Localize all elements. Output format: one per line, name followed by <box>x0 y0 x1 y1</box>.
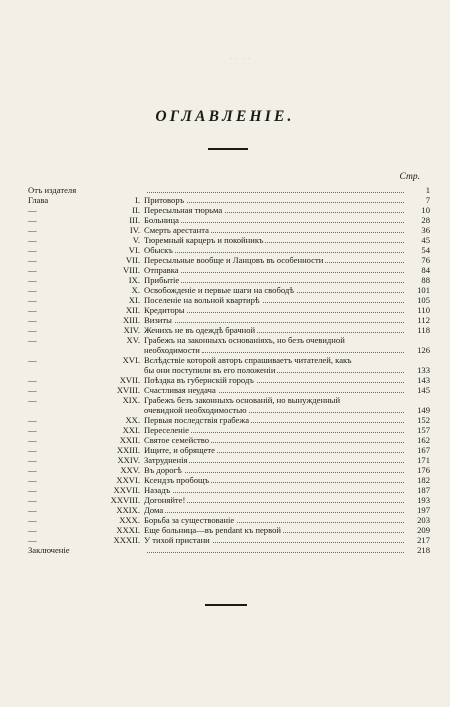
chapter-title <box>144 475 404 485</box>
chapter-numeral: VIII. <box>123 265 140 275</box>
footer-rule <box>205 604 247 606</box>
page-number: 54 <box>421 245 430 255</box>
chapter-numeral: XXIX. <box>116 505 140 515</box>
toc-entry-prefix: — <box>28 285 37 295</box>
chapter-title-text: Смерть арестанта <box>144 225 209 235</box>
page-number: 149 <box>417 405 430 415</box>
chapter-title <box>144 455 404 465</box>
toc-entry-prefix: — <box>28 315 37 325</box>
chapter-numeral: XXI. <box>122 425 140 435</box>
toc-entry <box>28 195 430 205</box>
chapter-numeral: X. <box>131 285 140 295</box>
dot-leader <box>144 252 404 253</box>
toc-entry-prefix: — <box>28 515 37 525</box>
chapter-title <box>144 225 404 235</box>
chapter-numeral: XXX. <box>119 515 140 525</box>
toc-entry <box>28 465 430 475</box>
toc-entry-prefix: — <box>28 215 37 225</box>
chapter-title <box>144 375 404 385</box>
page-number: 133 <box>417 365 430 375</box>
page-number: 162 <box>417 435 430 445</box>
page-number: 118 <box>417 325 430 335</box>
toc-entry <box>28 215 430 225</box>
chapter-title <box>144 425 404 435</box>
toc-entry <box>28 395 430 415</box>
page-number: 126 <box>417 345 430 355</box>
chapter-title <box>144 525 404 535</box>
toc-entry-prefix: — <box>28 295 37 305</box>
toc-entry-prefix: — <box>28 415 37 425</box>
page-number: 218 <box>417 545 430 555</box>
chapter-numeral: XIX. <box>122 395 140 405</box>
chapter-title <box>144 485 404 495</box>
chapter-numeral: XXV. <box>120 465 140 475</box>
toc-entry-prefix: Заключеніе <box>28 545 70 555</box>
chapter-title-text: Тюремный карцеръ и покойникъ <box>144 235 264 245</box>
chapter-numeral: XX. <box>125 415 140 425</box>
chapter-title <box>144 435 404 445</box>
chapter-numeral: XVI. <box>122 355 140 365</box>
toc-entry <box>28 445 430 455</box>
page-number: 145 <box>417 385 430 395</box>
toc-entry-prefix: Глава <box>28 195 49 205</box>
page-number: 1 <box>425 185 430 195</box>
chapter-title-text: Обыскъ <box>144 245 173 255</box>
page-number: 193 <box>417 495 430 505</box>
page-number: 187 <box>417 485 430 495</box>
toc-entry <box>28 295 430 305</box>
chapter-title <box>144 465 404 475</box>
page-number: 171 <box>417 455 430 465</box>
chapter-numeral: XVIII. <box>116 385 140 395</box>
toc-entry-prefix: — <box>28 425 37 435</box>
chapter-numeral: XIII. <box>123 315 140 325</box>
dot-leader <box>277 365 404 373</box>
chapter-numeral: XXIII. <box>116 445 140 455</box>
toc-entry <box>28 235 430 245</box>
chapter-title-text: У тихой пристани <box>144 535 210 545</box>
page-number: 28 <box>421 215 430 225</box>
page-number: 7 <box>425 195 430 205</box>
chapter-title <box>144 505 404 515</box>
toc-entry <box>28 475 430 485</box>
page-number: 157 <box>417 425 430 435</box>
toc-entry-prefix: — <box>28 445 37 455</box>
table-of-contents <box>28 185 430 555</box>
toc-entry-prefix: — <box>28 455 37 465</box>
toc-entry <box>28 265 430 275</box>
page-number: 182 <box>417 475 430 485</box>
toc-entry-prefix: — <box>28 245 37 255</box>
chapter-numeral: XI. <box>128 295 140 305</box>
toc-entry <box>28 275 430 285</box>
chapter-title-text: Первыя последствія грабежа <box>144 415 250 425</box>
dot-leader <box>144 222 404 223</box>
chapter-title <box>144 285 404 295</box>
chapter-numeral: XV. <box>126 335 140 345</box>
chapter-numeral: II. <box>132 205 140 215</box>
chapter-title <box>144 335 404 355</box>
dot-leader <box>144 322 404 323</box>
chapter-numeral: I. <box>134 195 140 205</box>
chapter-title-text: Святое семейство <box>144 435 210 445</box>
chapter-title-text: Женихъ не въ одеждѣ брачной <box>144 325 256 335</box>
page-number: 176 <box>417 465 430 475</box>
toc-entry <box>28 225 430 235</box>
chapter-title-line2: необходимости <box>144 345 200 355</box>
page-number: 152 <box>417 415 430 425</box>
toc-entry <box>28 535 430 545</box>
title-rule <box>208 148 248 150</box>
page-number: 110 <box>417 305 430 315</box>
chapter-numeral: XVII. <box>119 375 140 385</box>
toc-entry <box>28 515 430 525</box>
chapter-title <box>144 265 404 275</box>
chapter-title <box>144 295 404 305</box>
chapter-title <box>144 305 404 315</box>
toc-entry-prefix: Отъ издателя <box>28 185 77 195</box>
chapter-numeral: IX. <box>128 275 140 285</box>
chapter-numeral: XXVI. <box>116 475 140 485</box>
toc-entry <box>28 325 430 335</box>
page-number: 217 <box>417 535 430 545</box>
chapter-title-text: Въ дорогѣ <box>144 465 182 475</box>
chapter-title <box>144 205 404 215</box>
page-number: 203 <box>417 515 430 525</box>
chapter-title <box>144 315 404 325</box>
page-number: 209 <box>417 525 430 535</box>
dot-leader <box>144 512 404 513</box>
chapter-numeral: III. <box>129 215 140 225</box>
toc-entry <box>28 255 430 265</box>
chapter-title <box>144 415 404 425</box>
chapter-title-line1: Грабежъ на законныхъ основаніяхъ, но безъ очевидной <box>144 335 345 345</box>
chapter-title <box>144 385 404 395</box>
toc-entry <box>28 285 430 295</box>
chapter-numeral: XXII. <box>119 435 140 445</box>
chapter-title-text: Догоняйте! <box>144 495 186 505</box>
chapter-title-text: Отправка <box>144 265 179 275</box>
toc-entry <box>28 495 430 505</box>
toc-entry <box>28 355 430 375</box>
toc-entry-prefix: — <box>28 525 37 535</box>
chapter-title-text: Счастливая неудача <box>144 385 216 395</box>
chapter-title <box>144 515 404 525</box>
page-number: 76 <box>421 255 430 265</box>
page-number: 143 <box>417 375 430 385</box>
chapter-title <box>144 245 404 255</box>
toc-entry-prefix: — <box>28 355 37 365</box>
chapter-title-text: Поѣздка въ губернскій городъ <box>144 375 254 385</box>
chapter-title <box>144 535 404 545</box>
toc-entry <box>28 425 430 435</box>
chapter-title-line2: очевидной необходимостью <box>144 405 247 415</box>
chapter-title-line1: Вслѣдствіе которой авторъ спрашиваетъ читателей, какъ <box>144 355 352 365</box>
chapter-numeral: IV. <box>129 225 140 235</box>
page-number: 101 <box>417 285 430 295</box>
page-number: 36 <box>421 225 430 235</box>
chapter-title-text: Притоворъ <box>144 195 185 205</box>
toc-entry <box>28 245 430 255</box>
chapter-title <box>144 275 404 285</box>
chapter-title <box>144 545 404 555</box>
chapter-title-text: Затрудненія <box>144 455 188 465</box>
chapter-title <box>144 395 404 415</box>
page-title: ОГЛАВЛЕНІЕ. <box>155 108 295 125</box>
toc-entry-prefix: — <box>28 435 37 445</box>
chapter-title-text: Назадъ <box>144 485 171 495</box>
chapter-title <box>144 235 404 245</box>
chapter-title <box>144 215 404 225</box>
chapter-title-text: Ищите, и обрящете <box>144 445 215 455</box>
chapter-title-text: Освобожденіе и первые шаги на свободѣ <box>144 285 294 295</box>
chapter-title <box>144 495 404 505</box>
toc-entry <box>28 435 430 445</box>
dot-leader <box>249 405 405 413</box>
chapter-numeral: XXXI. <box>116 525 140 535</box>
toc-entry-prefix: — <box>28 225 37 235</box>
chapter-title-text: Борьба за существованіе <box>144 515 235 525</box>
toc-entry <box>28 485 430 495</box>
page-column-label: Стр. <box>399 172 420 182</box>
chapter-title <box>144 325 404 335</box>
toc-entry-prefix: — <box>28 305 37 315</box>
chapter-title-text: Пересыльная тюрьма <box>144 205 223 215</box>
toc-entry-prefix: — <box>28 325 37 335</box>
page-number: 45 <box>421 235 430 245</box>
chapter-numeral: VI. <box>128 245 140 255</box>
toc-entry-prefix: — <box>28 505 37 515</box>
page-number: 167 <box>417 445 430 455</box>
toc-entry-prefix: — <box>28 485 37 495</box>
toc-entry <box>28 335 430 355</box>
chapter-title-line2: бы они поступили въ его положеніи <box>144 365 276 375</box>
chapter-numeral: XXVII. <box>113 485 140 495</box>
toc-entry-prefix: — <box>28 375 37 385</box>
chapter-title-text: Еще больница—въ pendant къ первой <box>144 525 281 535</box>
chapter-title-line1: Грабежъ безъ законныхъ основаній, но вынужденный <box>144 395 341 405</box>
toc-entry <box>28 185 430 195</box>
bleed-through-text: . . . . <box>230 52 251 61</box>
chapter-title <box>144 255 404 265</box>
dot-leader <box>144 492 404 493</box>
chapter-title-text <box>144 545 146 555</box>
toc-entry-prefix: — <box>28 335 37 345</box>
toc-entry <box>28 305 430 315</box>
chapter-title <box>144 195 404 205</box>
chapter-title-text: Визиты <box>144 315 172 325</box>
toc-entry-prefix: — <box>28 395 37 405</box>
chapter-numeral: XIV. <box>123 325 140 335</box>
toc-entry <box>28 505 430 515</box>
chapter-title-text: Дома <box>144 505 164 515</box>
page-number: 88 <box>421 275 430 285</box>
toc-entry-prefix: — <box>28 265 37 275</box>
toc-entry-prefix: — <box>28 255 37 265</box>
chapter-title <box>144 185 404 195</box>
toc-entry <box>28 545 430 555</box>
chapter-title-text: Больница <box>144 215 179 225</box>
toc-entry-prefix: — <box>28 205 37 215</box>
toc-entry <box>28 525 430 535</box>
toc-entry-prefix: — <box>28 495 37 505</box>
page-number: 112 <box>417 315 430 325</box>
toc-entry-prefix: — <box>28 235 37 245</box>
toc-entry <box>28 205 430 215</box>
toc-entry-prefix: — <box>28 275 37 285</box>
chapter-title-text: Поселеніе на вольной квартирѣ <box>144 295 260 305</box>
dot-leader <box>144 282 404 283</box>
chapter-numeral: XII. <box>125 305 140 315</box>
toc-entry <box>28 385 430 395</box>
chapter-title-text: Пересыльные вообще и Ланцовъ въ особенности <box>144 255 324 265</box>
page-number: 10 <box>421 205 430 215</box>
toc-entry <box>28 315 430 325</box>
toc-entry-prefix: — <box>28 535 37 545</box>
chapter-numeral: XXVIII. <box>110 495 140 505</box>
toc-entry <box>28 415 430 425</box>
chapter-numeral: XXXII. <box>113 535 140 545</box>
chapter-title-text: Прибытіе <box>144 275 180 285</box>
chapter-numeral: V. <box>132 235 140 245</box>
toc-entry-prefix: — <box>28 385 37 395</box>
dot-leader <box>202 345 404 353</box>
chapter-title <box>144 355 404 375</box>
toc-entry-prefix: — <box>28 465 37 475</box>
toc-entry-prefix: — <box>28 475 37 485</box>
page-number: 197 <box>417 505 430 515</box>
page-number: 105 <box>417 295 430 305</box>
chapter-numeral: XXIV. <box>117 455 140 465</box>
chapter-title <box>144 445 404 455</box>
chapter-title-text <box>144 185 146 195</box>
chapter-numeral: VII. <box>125 255 140 265</box>
dot-leader <box>144 272 404 273</box>
chapter-title-text: Переселеніе <box>144 425 189 435</box>
page-number: 84 <box>421 265 430 275</box>
chapter-title-text: Кредиторы <box>144 305 185 315</box>
toc-entry <box>28 455 430 465</box>
dot-leader <box>144 192 404 193</box>
dot-leader <box>144 552 404 553</box>
toc-entry <box>28 375 430 385</box>
chapter-title-text: Ксендзъ пробощъ <box>144 475 210 485</box>
